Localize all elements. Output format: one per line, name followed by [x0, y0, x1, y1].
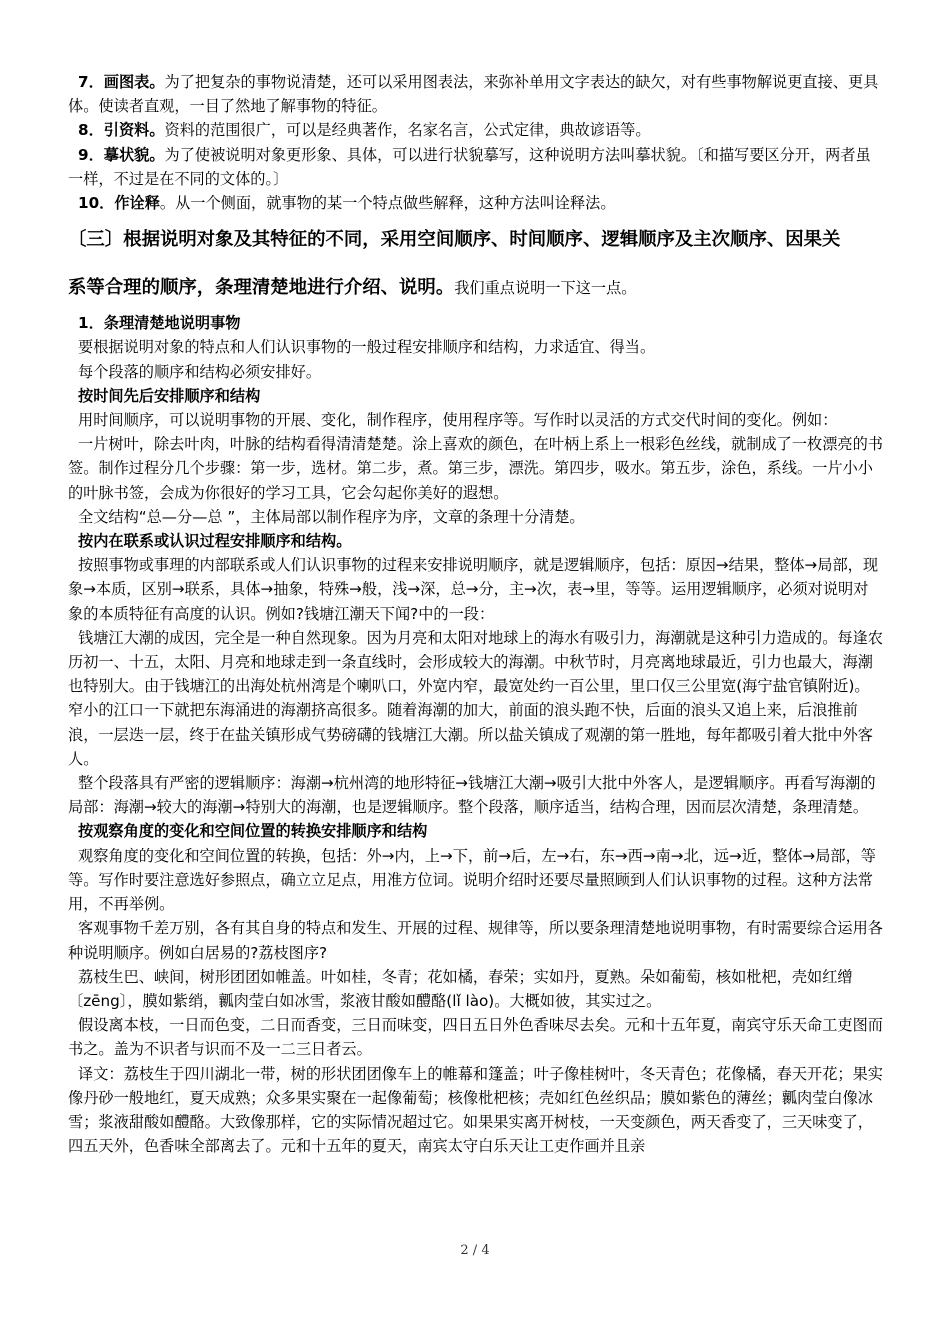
paragraph: 译文：荔枝生于四川湖北一带，树的形状团团像车上的帷幕和篷盖；叶子像桂树叶，冬天青色；花像橘，春天开花；果实像丹砂一般地红，夏天成熟；众多果实聚在一起像葡萄；核像枇杷核；壳如红色丝织品；膜如紫色的薄丝；瓤肉莹白像冰雪；浆液甜酸如醴酪。大致像那样，它的实际情况超过它。如果果实离开树枝，一天变颜色，两天香变了，三天味变了，四五天外，色香味全部离去了。元和十五年的夏天，南宾太守白乐天让工吏作画并且亲: [68, 1064, 883, 1156]
section-heading-line2: 系等合理的顺序，条理清楚地进行介绍、说明。: [68, 277, 455, 299]
logic-order-title: 按内在联系或认识过程安排顺序和结构。: [78, 532, 352, 551]
item-label: 10．作诠释: [78, 194, 160, 213]
subsection-title: 1．条理清楚地说明事物: [78, 314, 241, 333]
paragraph: 要根据说明对象的特点和人们认识事物的一般过程安排顺序和结构，力求适宜、得当。: [78, 338, 656, 357]
section-heading: [68, 225, 883, 303]
paragraph: 一片树叶，除去叶肉，叶脉的结构看得清清楚楚。涂上喜欢的颜色，在叶柄上系上一根彩色丝线，就制成了一枚漂亮的书签。制作过程分几个步骤：第一步，选材。第二步，煮。第三步，漂洗。第四步，吸水。第五步，涂色，系线。一片小小的叶脉书签，会成为你很好的学习工具，它会勾起你美好的遐想。: [68, 435, 883, 502]
item-text: 为了使被说明对象更形象、具体，可以进行状貌摹写，这种说明方法叫摹状貌。〔和描写要区分开，两者虽一样，不过是在不同的文体的。〕: [68, 145, 871, 188]
section-heading-line1: 〔三〕根据说明对象及其特征的不同，采用空间顺序、时间顺序、逻辑顺序及主次顺序、因果关: [68, 229, 841, 251]
item-interpretation: [68, 191, 883, 215]
item-draw-chart: [68, 70, 883, 118]
paragraph: 全文结构“总—分—总 ”，主体局部以制作程序为序，文章的条理十分清楚。: [78, 507, 585, 526]
item-label: 8．引资料。: [78, 121, 165, 140]
item-cite-material: [68, 118, 883, 142]
item-text: 资料的范围很广，可以是经典著作，名家名言，公式定律，典故谚语等。: [164, 121, 651, 140]
paragraph: 每个段落的顺序和结构必须安排好。: [78, 362, 321, 381]
paragraph: 荔枝生巴、峡间，树形团团如帷盖。叶如桂，冬青；花如橘，春荣；实如丹，夏熟。朵如葡萄，核如枇杷，壳如红缯〔zēng〕，膜如紫绡，瓤肉莹白如冰雪，浆液甘酸如醴酪(lǐ lào)。大概如彼，其实过之。: [68, 967, 853, 1010]
page-number: 2 / 4: [460, 1243, 490, 1258]
item-text: 。从一个侧面，就事物的某一个特点做些解释，这种方法叫诠释法。: [159, 194, 616, 213]
paragraph: 整个段落具有严密的逻辑顺序：海潮→杭州湾的地形特征→钱塘江大潮→吸引大批中外客人，是逻辑顺序。再看写海潮的局部：海潮→较大的海潮→特别大的海潮，也是逻辑顺序。整个段落，顺序适当，结构合理，因而层次清楚，条理清楚。: [68, 774, 876, 817]
item-text: 为了把复杂的事物说清楚，还可以采用图表法，来弥补单用文字表达的缺欠，对有些事物解说更直接、更具体。使读者直观，一目了然地了解事物的特征。: [68, 73, 879, 116]
paragraph: 按照事物或事理的内部联系或人们认识事物的过程来安排说明顺序，就是逻辑顺序，包括：原因→结果，整体→局部，现象→本质，区别→联系，具体→抽象，特殊→般，浅→深，总→分，主→次，表→里，等等。运用逻辑顺序，必须对说明对象的本质特征有高度的认识。例如?钱塘江潮天下闻?中的一段：: [68, 556, 879, 623]
document-page: [68, 70, 883, 1158]
item-label: 9．摹状貌。: [78, 145, 165, 164]
space-order-title: 按观察角度的变化和空间位置的转换安排顺序和结构: [78, 822, 428, 841]
paragraph: 客观事物千差万别，各有其自身的特点和发生、开展的过程、规律等，所以要条理清楚地说明事物，有时需要综合运用各种说明顺序。例如白居易的?荔枝图序?: [68, 919, 883, 962]
section-heading-line2-wrap: [68, 273, 883, 303]
time-order-title: 按时间先后安排顺序和结构: [78, 386, 261, 405]
paragraph: 钱塘江大潮的成因，完全是一种自然现象。因为月亮和太阳对地球上的海水有吸引力，海潮就是这种引力造成的。每逢农历初一、十五，太阳、月亮和地球走到一条直线时，会形成较大的海潮。中秋节时，月亮离地球最近，引力也最大，海潮也特别大。由于钱塘江的出海处杭州湾是个喇叭口，外宽内窄，最宽处约一百公里，里口仅三公里宽(海宁盐官镇附近)。窄小的江口一下就把东海涌进的海潮挤高很多。随着海潮的加大，前面的浪头跑不快，后面的浪头又追上来，后浪推前浪，一层迭一层，终于在盐关镇形成气势磅礴的钱塘江大潮。所以盐关镇成了观潮的第一胜地，每年都吸引着大批中外客人。: [68, 628, 883, 768]
item-label: 7．画图表。: [78, 73, 165, 91]
paragraph: 假设离本枝，一日而色变，二日而香变，三日而味变，四日五日外色香味尽去矣。元和十五年夏，南宾守乐天命工吏图而书之。盖为不识者与识而不及一二三日者云。: [68, 1016, 883, 1059]
paragraph: 观察角度的变化和空间位置的转换，包括：外→内，上→下，前→后，左→右，东→西→南→北，远→近，整体→局部，等等。写作时要注意选好参照点，确立立足点，用准方位词。说明介绍时还要尽量照顾到人们认识事物的过程。这种方法常用，不再举例。: [68, 846, 876, 914]
section-heading-tail: 我们重点说明一下这一点。: [454, 279, 637, 298]
item-describe-appearance: [68, 143, 883, 191]
paragraph: 用时间顺序，可以说明事物的开展、变化，制作程序，使用程序等。写作时以灵活的方式交代时间的变化。例如：: [78, 411, 838, 430]
